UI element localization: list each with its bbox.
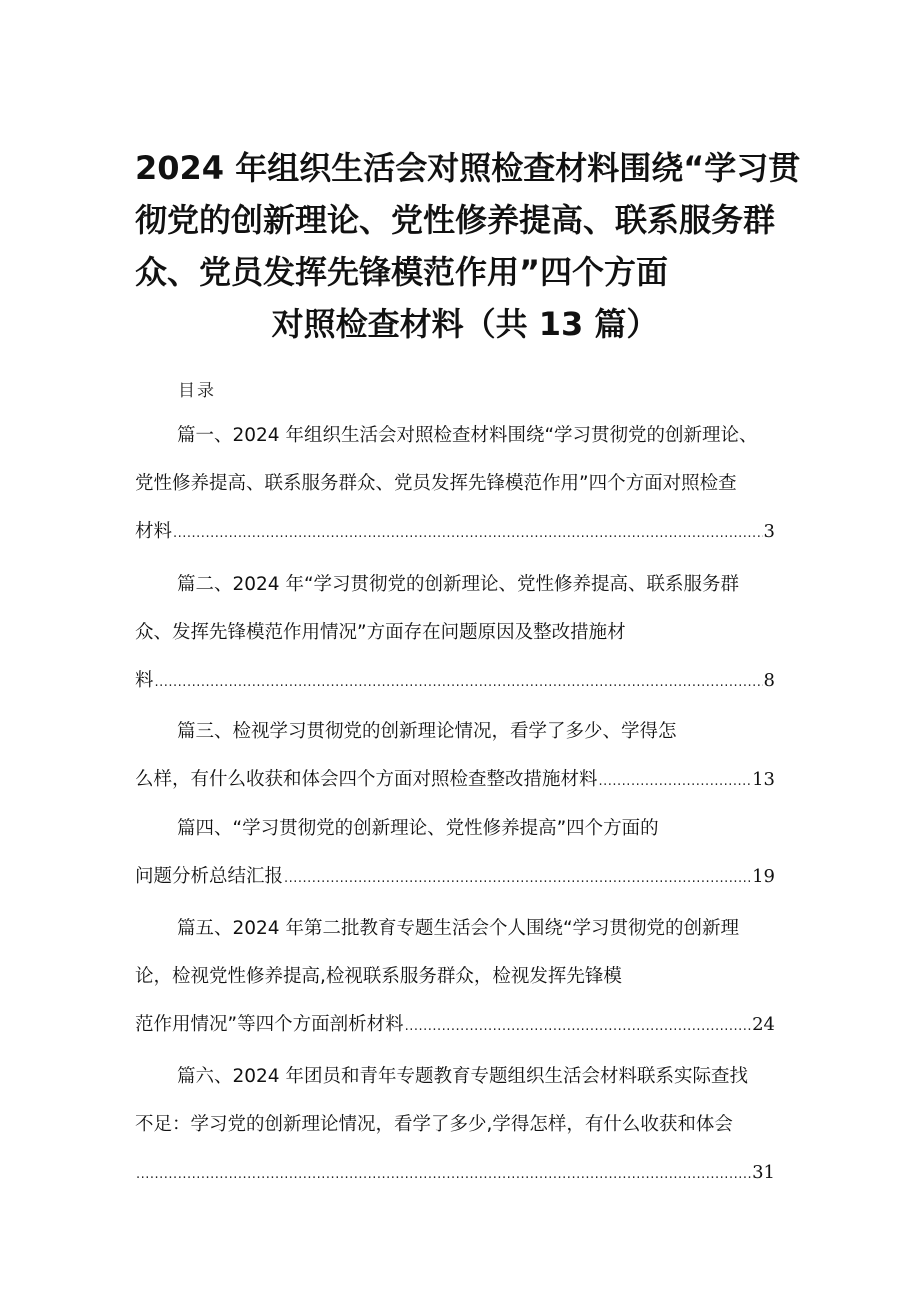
toc-heading: 目录 bbox=[178, 381, 216, 401]
dot-leader bbox=[155, 659, 763, 707]
toc-entry-text: 材料 bbox=[135, 521, 173, 542]
page-number: 31 bbox=[752, 1162, 775, 1183]
page-number: 13 bbox=[752, 769, 775, 790]
dot-leader bbox=[405, 1003, 752, 1051]
toc-entry-last-line bbox=[135, 853, 775, 903]
toc-entry-text: 问题分析总结汇报 bbox=[135, 866, 284, 887]
page-number: 8 bbox=[763, 670, 775, 691]
title-line: 彻党的创新理论、党性修养提高、联系服务群 bbox=[135, 201, 776, 239]
dot-leader bbox=[136, 1151, 751, 1199]
dot-leader bbox=[284, 855, 751, 903]
toc-entry-last-line bbox=[135, 508, 775, 558]
toc-entry-text: 料 bbox=[135, 670, 154, 691]
toc-entry-last-line bbox=[135, 756, 775, 806]
toc-entry[interactable] bbox=[135, 561, 775, 707]
toc-entry-text: 篇一、2024 年组织生活会对照检查材料围绕“学习贯彻党的创新理论、 bbox=[177, 425, 758, 446]
title-line: 对照检查材料（共 13 篇） bbox=[271, 305, 659, 343]
toc-entry-text: 篇六、2024 年团员和青年专题教育专题组织生活会材料联系实际查找 bbox=[177, 1066, 748, 1087]
toc-entry-last-line bbox=[135, 1149, 775, 1199]
toc-entry-text: 众、发挥先锋模范作用情况”方面存在问题原因及整改措施材 bbox=[135, 622, 626, 643]
toc-entry-text: 么样，有什么收获和体会四个方面对照检查整改措施材料 bbox=[135, 769, 598, 790]
toc-entry-text: 论，检视党性修养提高,检视联系服务群众，检视发挥先锋模 bbox=[135, 966, 622, 987]
toc-entry-text: 党性修养提高、联系服务群众、党员发挥先锋模范作用”四个方面对照检查 bbox=[135, 473, 737, 494]
toc-entry[interactable] bbox=[135, 905, 775, 1051]
title-line: 2024 年组织生活会对照检查材料围绕“学习贯 bbox=[135, 149, 801, 187]
dot-leader bbox=[599, 758, 752, 806]
toc-entry-text: 不足：学习党的创新理论情况，看学了多少,学得怎样，有什么收获和体会 bbox=[135, 1114, 733, 1135]
toc-entry-text: 篇二、2024 年“学习贯彻党的创新理论、党性修养提高、联系服务群 bbox=[177, 574, 740, 595]
toc-entry-text: 篇三、检视学习贯彻党的创新理论情况，看学了多少、学得怎 bbox=[177, 721, 677, 742]
toc-entry[interactable] bbox=[135, 412, 775, 558]
toc-entry[interactable] bbox=[135, 708, 775, 806]
toc-entry-text: 篇四、“学习贯彻党的创新理论、党性修养提高”四个方面的 bbox=[177, 818, 659, 839]
document-title bbox=[135, 142, 801, 350]
page-number: 19 bbox=[752, 866, 775, 887]
toc-entry-last-line bbox=[135, 1001, 775, 1051]
toc-entry-text: 范作用情况”等四个方面剖析材料 bbox=[135, 1014, 404, 1035]
toc-entry-last-line bbox=[135, 657, 775, 707]
page-number: 3 bbox=[763, 521, 775, 542]
toc-entry[interactable] bbox=[135, 1053, 775, 1199]
dot-leader bbox=[173, 510, 763, 558]
toc-entry[interactable] bbox=[135, 805, 775, 903]
page-number: 24 bbox=[752, 1014, 775, 1035]
title-line: 众、党员发挥先锋模范作用”四个方面 bbox=[135, 253, 669, 291]
toc-entry-text: 篇五、2024 年第二批教育专题生活会个人围绕“学习贯彻党的创新理 bbox=[177, 918, 740, 939]
